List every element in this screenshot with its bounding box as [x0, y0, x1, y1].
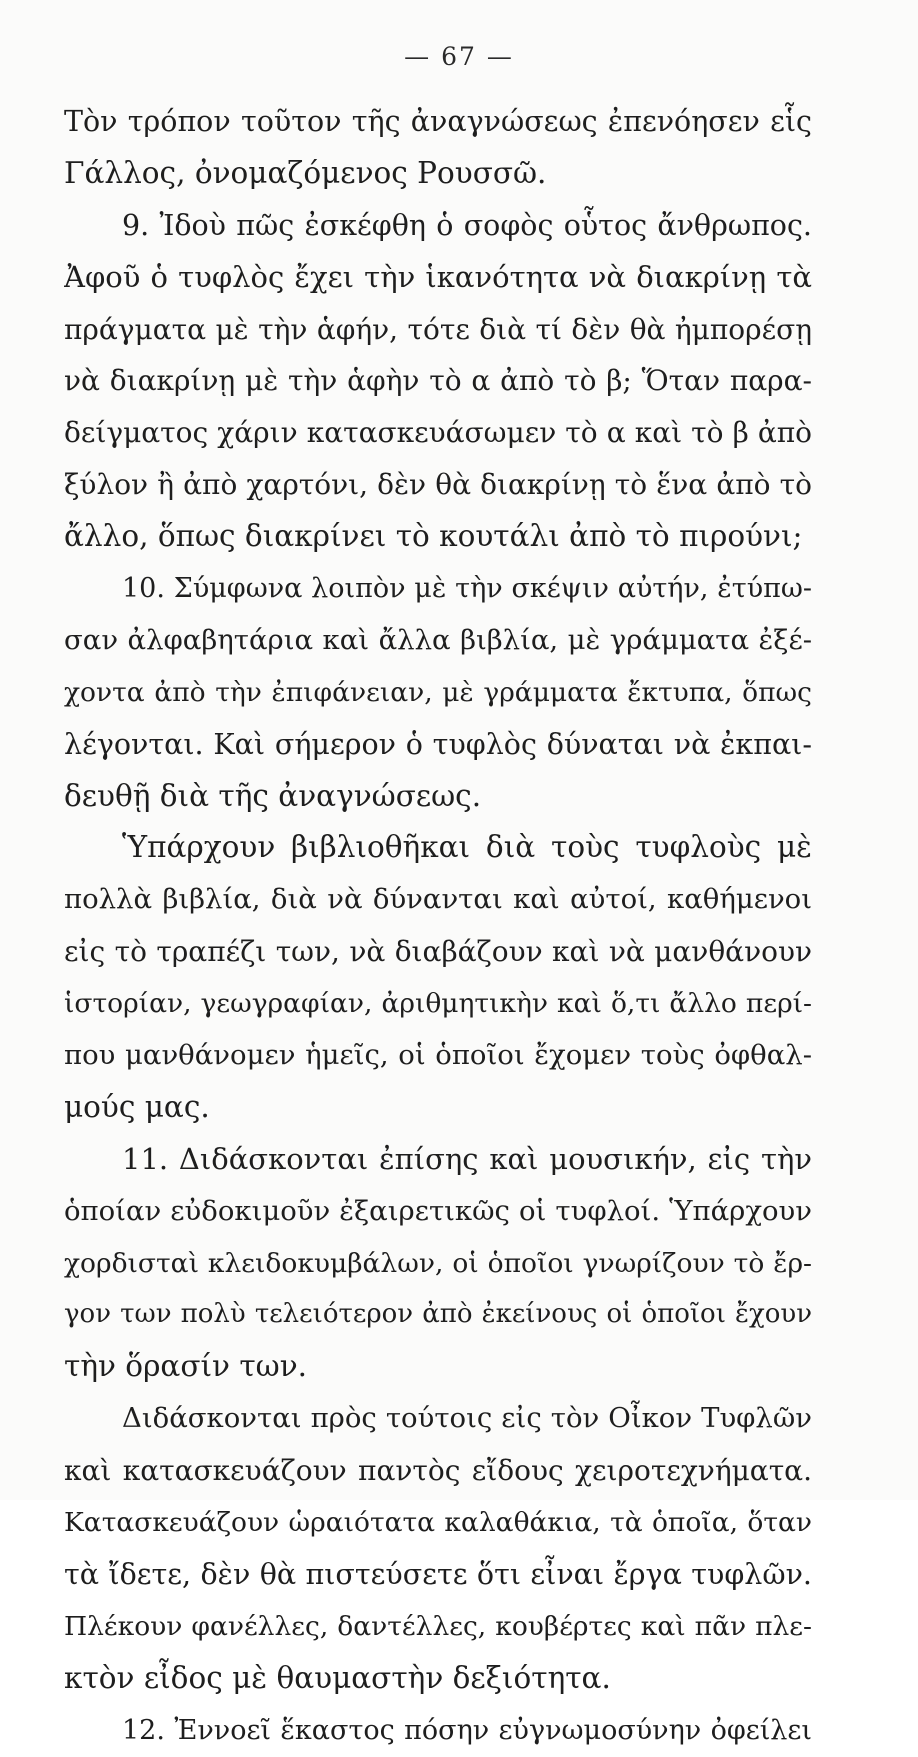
text-line: 11. Διδάσκονται ἐπίσης καὶ μουσικήν, εἰς τὴν — [122, 1141, 812, 1176]
text-line: ξύλον ἢ ἀπὸ χαρτόνι, δὲν θὰ διακρίνῃ τὸ ἕνα ἀπὸ τὸ — [64, 468, 812, 502]
text-line: κτὸν εἶδος μὲ θαυμαστὴν δεξιότητα. — [64, 1660, 611, 1695]
text-line: Ἀφοῦ ὁ τυφλὸς ἔχει τὴν ἱκανότητα νὰ διακρίνῃ τὰ — [64, 259, 812, 294]
text-line: Ὑπάρχουν βιβλιοθῆκαι διὰ τοὺς τυφλοὺς μὲ — [122, 830, 812, 865]
text-line: λέγονται. Καὶ σήμερον ὁ τυφλὸς δύναται νὰ ἐκπαι- — [64, 727, 812, 761]
text-line: ἄλλο, ὅπως διακρίνει τὸ κουτάλι ἀπὸ τὸ πιρούνι; — [64, 519, 803, 554]
body-text — [64, 96, 812, 1757]
text-line: δευθῇ διὰ τῆς ἀναγνώσεως. — [64, 778, 482, 813]
text-line: σαν ἀλφαβητάρια καὶ ἄλλα βιβλία, μὲ γράμματα ἐξέ- — [64, 623, 812, 656]
text-line: καὶ κατασκευάζουν παντὸς εἴδους χειροτεχνήματα. — [64, 1454, 812, 1488]
text-line: πολλὰ βιβλία, διὰ νὰ δύνανται καὶ αὐτοί, καθήμενοι — [64, 883, 812, 916]
text-line: 9. Ἰδοὺ πῶς ἐσκέφθη ὁ σοφὸς οὗτος ἄνθρωπος. — [122, 208, 812, 242]
text-line: που μανθάνομεν ἡμεῖς, οἱ ὁποῖοι ἔχομεν τοὺς ὀφθαλ- — [64, 1039, 812, 1072]
text-line: 10. Σύμφωνα λοιπὸν μὲ τὴν σκέψιν αὐτήν, ἐτύπω- — [122, 573, 812, 605]
text-line: δείγματος χάριν κατασκευάσωμεν τὸ α καὶ τὸ β ἀπὸ — [64, 416, 812, 450]
text-line: Τὸν τρόπον τοῦτον τῆς ἀναγνώσεως ἐπενόησεν εἷς — [64, 105, 812, 138]
text-line: τὴν ὅρασίν των. — [64, 1349, 308, 1384]
text-line: χορδισταὶ κλειδοκυμβάλων, οἱ ὁποῖοι γνωρίζουν τὸ ἔρ- — [64, 1247, 812, 1279]
text-line: 12. Ἐννοεῖ ἕκαστος πόσην εὐγνωμοσύνην ὀφείλει — [122, 1714, 812, 1746]
text-line: μούς μας. — [64, 1089, 210, 1124]
text-line: ὁποίαν εὐδοκιμοῦν ἐξαιρετικῶς οἱ τυφλοί. Ὑπάρχουν — [64, 1194, 812, 1227]
text-line: νὰ διακρίνῃ μὲ τὴν ἁφὴν τὸ α ἀπὸ τὸ β; Ὅταν παρα- — [64, 364, 812, 398]
text-line: Γάλλος, ὀνομαζόμενος Ρουσσῶ. — [64, 155, 547, 190]
text-line: Πλέκουν φανέλλες, δαντέλλες, κουβέρτες καὶ πᾶν πλε- — [64, 1610, 812, 1642]
text-line: ἱστορίαν, γεωγραφίαν, ἀριθμητικὴν καὶ ὅ,τι ἄλλο περί- — [64, 988, 812, 1020]
text-line: πράγματα μὲ τὴν ἁφήν, τότε διὰ τί δὲν θὰ ἠμπορέσῃ — [64, 312, 812, 346]
text-line: χοντα ἀπὸ τὴν ἐπιφάνειαν, μὲ γράμματα ἔκτυπα, ὅπως — [64, 676, 812, 708]
text-line: Κατασκευάζουν ὡραιότατα καλαθάκια, τὰ ὁποῖα, ὅταν — [64, 1507, 812, 1539]
text-line: τὰ ἴδετε, δὲν θὰ πιστεύσετε ὅτι εἶναι ἔργα τυφλῶν. — [64, 1557, 812, 1591]
text-line: γον των πολὺ τελειότερον ἀπὸ ἐκείνους οἱ ὁποῖοι ἔχουν — [64, 1299, 812, 1330]
page-number: — 67 — — [404, 42, 514, 71]
text-line: Διδάσκονται πρὸς τούτοις εἰς τὸν Οἶκον Τυφλῶν — [122, 1402, 812, 1435]
text-line: εἰς τὸ τραπέζι των, νὰ διαβάζουν καὶ νὰ μανθάνουν — [64, 935, 812, 969]
